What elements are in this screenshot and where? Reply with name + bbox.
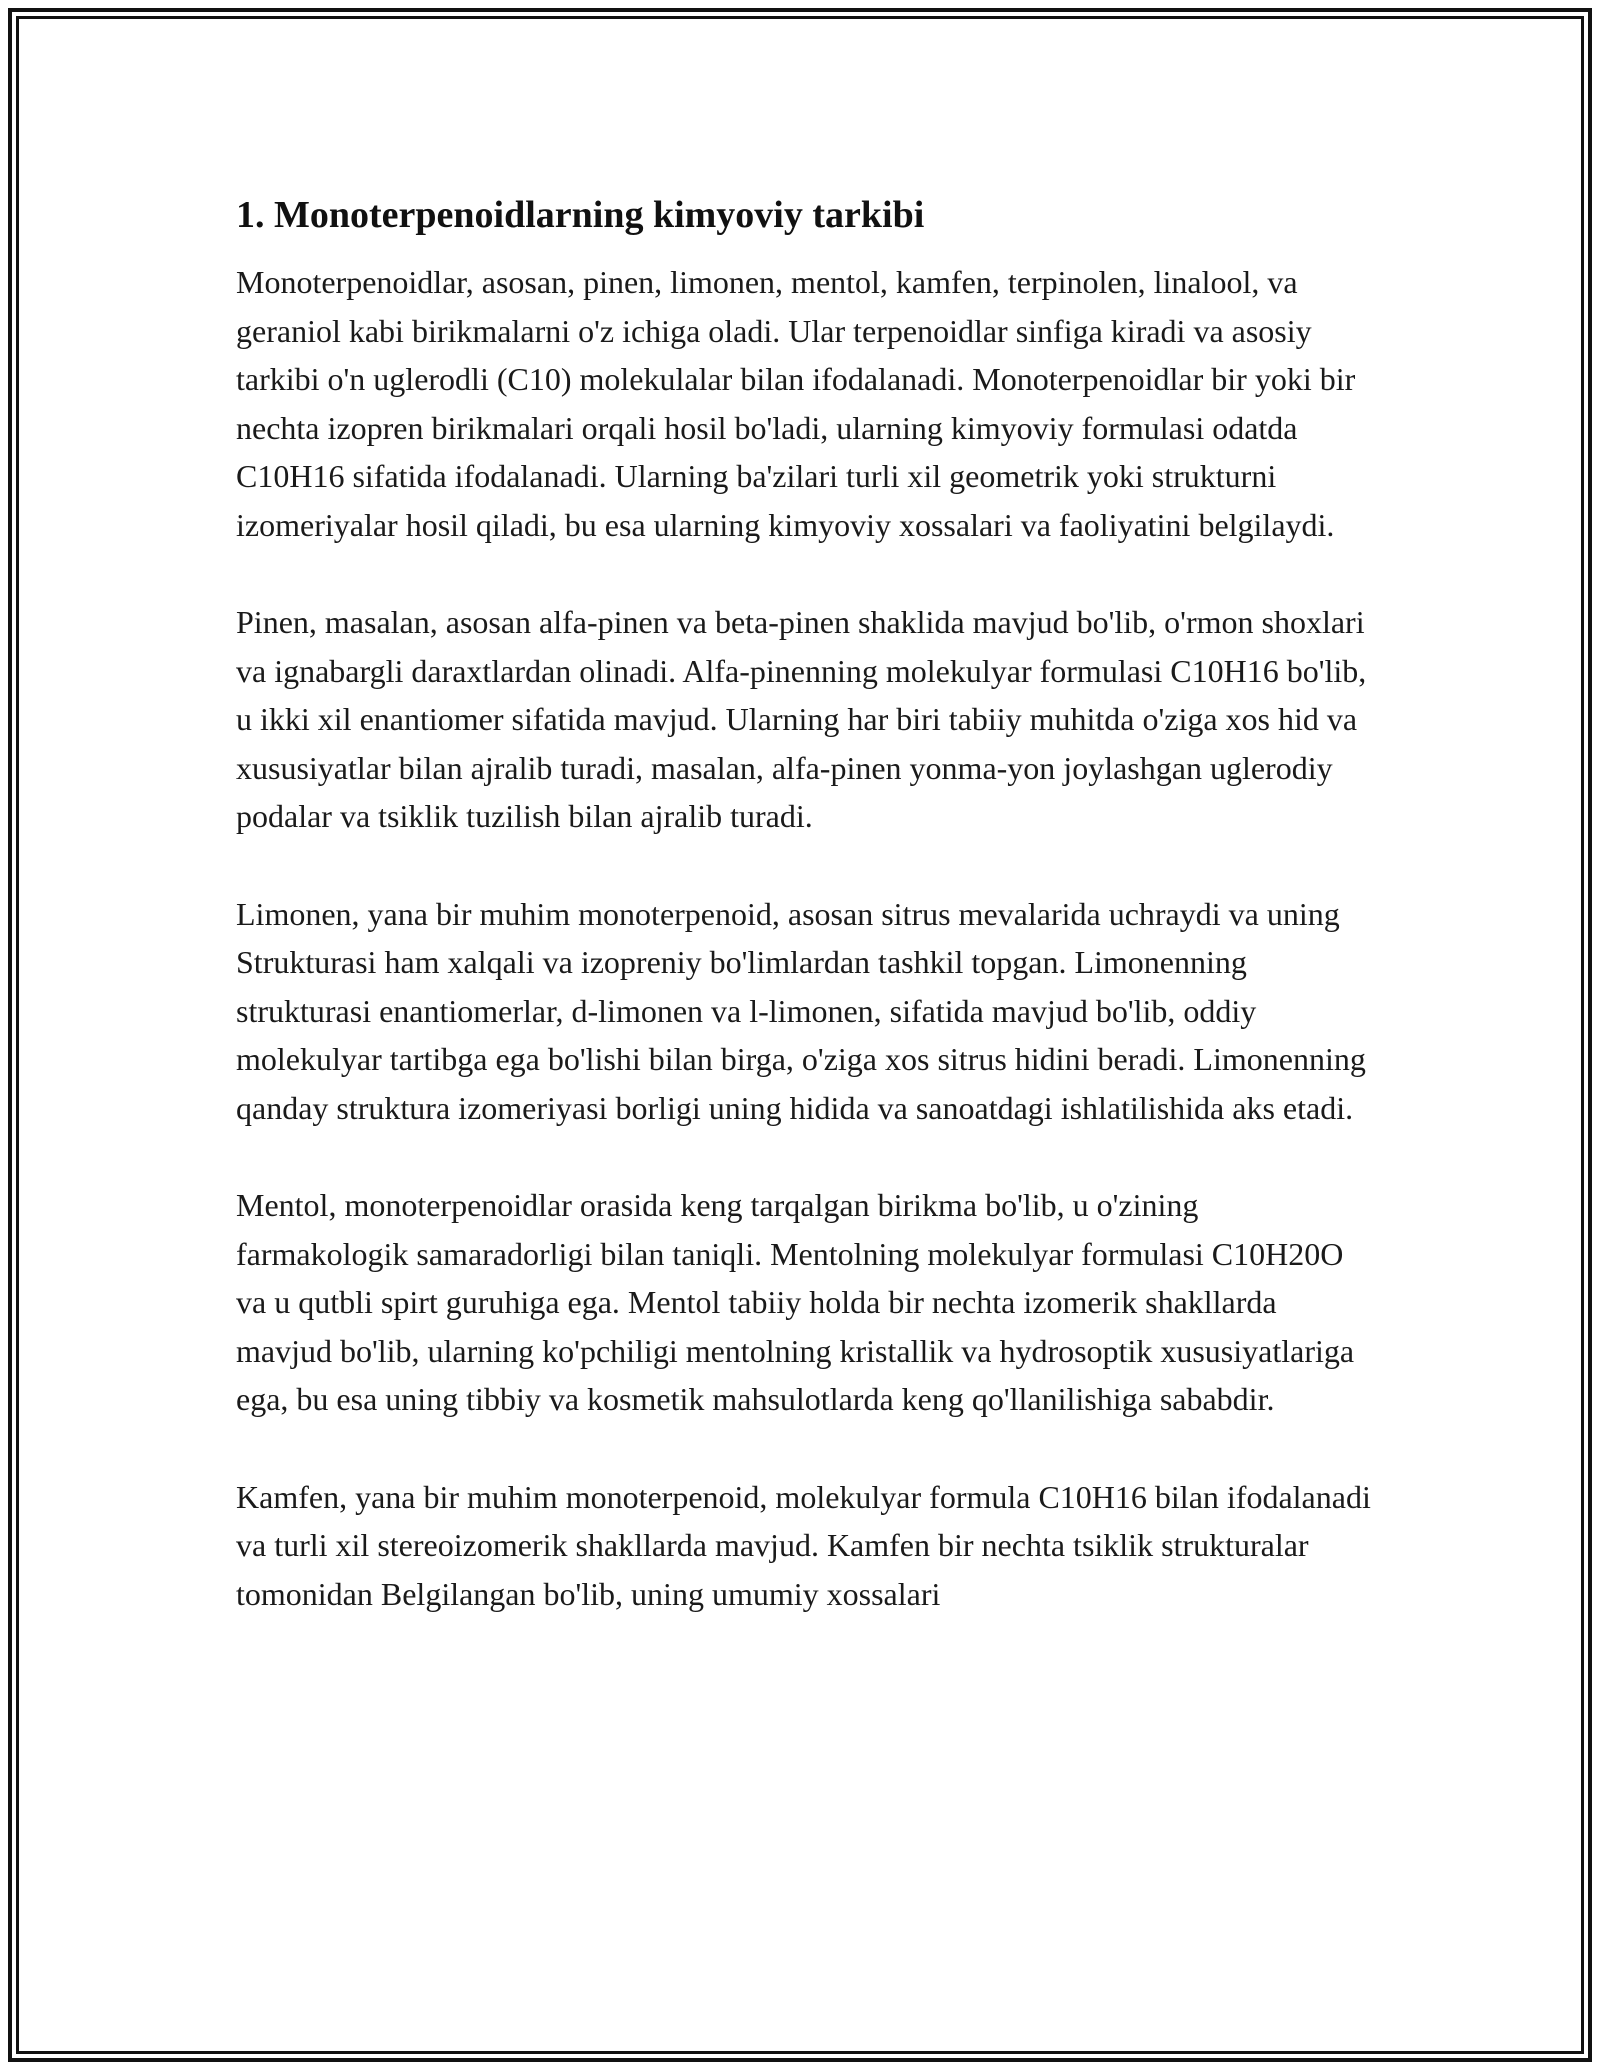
paragraph-2: Pinen, masalan, asosan alfa-pinen va beta-pinen shaklida mavjud bo'lib, o'rmon shoxlari va ignabargli daraxtlardan olinadi. Alfa-pinenning molekulyar formulasi C10H16 bo'lib, u ikki xil enantiomer sifatida mavjud. Ularning har biri tabiiy muhitda o'ziga xos hid va xususiyatlar bilan ajralib turadi, masalan, alfa-pinen yonma-yon joylashgan uglerodiy podalar va tsiklik tuzilish bilan ajralib turadi.: [236, 604, 1367, 834]
paragraph-5: Kamfen, yana bir muhim monoterpenoid, molekulyar formula C10H16 bilan ifodalanadi va turli xil stereoizomerik shakllarda mavjud. Kamfen bir nechta tsiklik strukturalar tomonidan Belgilangan bo'lib, uning umumiy xossalari: [236, 1478, 1371, 1612]
paragraph-1: Monoterpenoidlar, asosan, pinen, limonen, mentol, kamfen, terpinolen, linalool, va geraniol kabi birikmalarni o'z ichiga oladi. Ular terpenoidlar sinfiga kiradi va asosiy tarkibi o'n uglerodli (C10) molekulalar bilan ifodalanadi. Monoterpenoidlar bir yoki bir nechta izopren birikmalari orqali hosil bo'ladi, ularning kimyoviy formulasi odatda C10H16 sifatida ifodalanadi. Ularning ba'zilari turli xil geometrik yoki strukturni izomeriyalar hosil qiladi, bu esa ularning kimyoviy xossalari va faoliyatini belgilaydi.: [236, 264, 1356, 543]
paragraph-4: Mentol, monoterpenoidlar orasida keng tarqalgan birikma bo'lib, u o'zining farmakologik samaradorligi bilan taniqli. Mentolning molekulyar formulasi C10H20O va u qutbli spirt guruhiga ega. Mentol tabiiy holda bir nechta izomerik shakllarda mavjud bo'lib, ularning ko'pchiligi mentolning kristallik va hydrosoptik xususiyatlariga ega, bu esa uning tibbiy va kosmetik mahsulotlarda keng qo'llanilishiga sababdir.: [236, 1187, 1355, 1417]
document-body: [236, 190, 1376, 1667]
section-heading: 1. Monoterpenoidlarning kimyoviy tarkibi: [236, 194, 925, 236]
paragraph-3: Limonen, yana bir muhim monoterpenoid, asosan sitrus mevalarida uchraydi va uning Strukturasi ham xalqali va izopreniy bo'limlardan tashkil topgan. Limonenning strukturasi enantiomerlar, d-limonen va l-limonen, sifatida mavjud bo'lib, oddiy molekulyar tartibga ega bo'lishi bilan birga, o'ziga xos sitrus hidini beradi. Limonenning qanday struktura izomeriyasi borligi uning hidida va sanoatdagi ishlatilishida aks etadi.: [236, 895, 1366, 1126]
